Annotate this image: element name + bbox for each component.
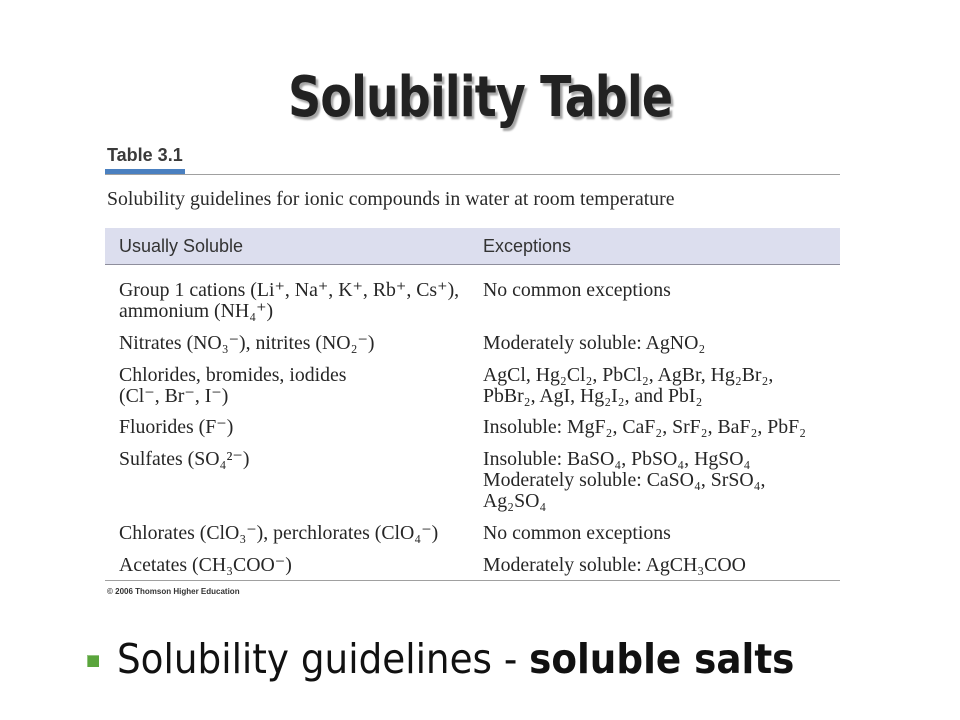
- table-header: [105, 228, 840, 264]
- exceptions-cell: [483, 449, 840, 512]
- table-row: [105, 417, 840, 449]
- exceptions-text-line: No common exceptions: [483, 521, 671, 544]
- soluble-text-line: Fluorides (F⁻): [119, 416, 234, 439]
- exceptions-cell: [483, 417, 840, 438]
- table-row: [105, 555, 840, 587]
- soluble-cell: [105, 365, 483, 407]
- table-number-label: Table 3.1: [107, 145, 183, 165]
- soluble-text-line: Group 1 cations (Li⁺, Na⁺, K⁺, Rb⁺, Cs⁺),: [119, 279, 460, 301]
- table-row: [105, 523, 840, 555]
- exceptions-text-line: Moderately soluble: AgNO₂: [483, 331, 706, 354]
- soluble-cell: [105, 333, 483, 354]
- bullet-item: [117, 635, 794, 683]
- exceptions-text-line: Moderately soluble: CaSO₄, SrSO₄,: [483, 469, 766, 491]
- exceptions-text-line: Insoluble: MgF₂, CaF₂, SrF₂, BaF₂, PbF₂: [483, 416, 807, 439]
- soluble-cell: [105, 555, 483, 576]
- table-row: [105, 365, 840, 418]
- exceptions-text-line: Moderately soluble: AgCH₃COO: [483, 553, 746, 576]
- soluble-text-line: Acetates (CH₃COO⁻): [119, 553, 292, 576]
- soluble-text-line: (Cl⁻, Br⁻, I⁻): [119, 384, 229, 407]
- table-caption: Solubility guidelines for ionic compounds in water at room temperature: [107, 188, 675, 210]
- soluble-text-line: Chlorides, bromides, iodides: [119, 363, 347, 386]
- exceptions-text-line: Insoluble: BaSO₄, PbSO₄, HgSO₄: [483, 448, 751, 470]
- exceptions-text-line: No common exceptions: [483, 279, 671, 301]
- exceptions-cell: [483, 365, 840, 407]
- exceptions-cell: [483, 523, 840, 544]
- exceptions-cell: [483, 333, 840, 354]
- table-bottom-rule: [105, 580, 840, 581]
- exceptions-text-line: Ag₂SO₄: [483, 490, 547, 512]
- bullet-square-icon: [87, 655, 99, 667]
- exceptions-cell: [483, 280, 840, 322]
- soluble-cell: [105, 417, 483, 438]
- table-row: [105, 333, 840, 365]
- exceptions-text-line: PbBr₂, AgI, Hg₂I₂, and PbI₂: [483, 384, 703, 407]
- slide-title: Solubility Table: [287, 65, 673, 130]
- exceptions-cell: [483, 555, 840, 576]
- table-body: [105, 280, 840, 586]
- bullet-text-regular: Solubility guidelines -: [117, 635, 518, 683]
- exceptions-text-line: AgCl, Hg₂Cl₂, PbCl₂, AgBr, Hg₂Br₂,: [483, 363, 774, 386]
- table-header-rule: [105, 264, 840, 265]
- soluble-text-line: Chlorates (ClO₃⁻), perchlorates (ClO₄⁻): [119, 521, 439, 544]
- table-row: [105, 280, 840, 333]
- soluble-cell: [105, 280, 483, 322]
- soluble-text-line: Nitrates (NO₃⁻), nitrites (NO₂⁻): [119, 331, 375, 354]
- soluble-text-line: Sulfates (SO₄²⁻): [119, 448, 250, 470]
- table-top-rule: [105, 174, 840, 175]
- soluble-cell: [105, 523, 483, 544]
- copyright-credit: © 2006 Thomson Higher Education: [107, 587, 240, 596]
- bullet-text-bold: soluble salts: [529, 635, 795, 683]
- table-row: [105, 449, 840, 523]
- column-header-usually-soluble: Usually Soluble: [119, 236, 244, 256]
- slide-title-block: [0, 65, 960, 130]
- soluble-cell: [105, 449, 483, 512]
- soluble-text-line: ammonium (NH₄⁺): [119, 300, 274, 322]
- column-header-exceptions: Exceptions: [483, 236, 572, 256]
